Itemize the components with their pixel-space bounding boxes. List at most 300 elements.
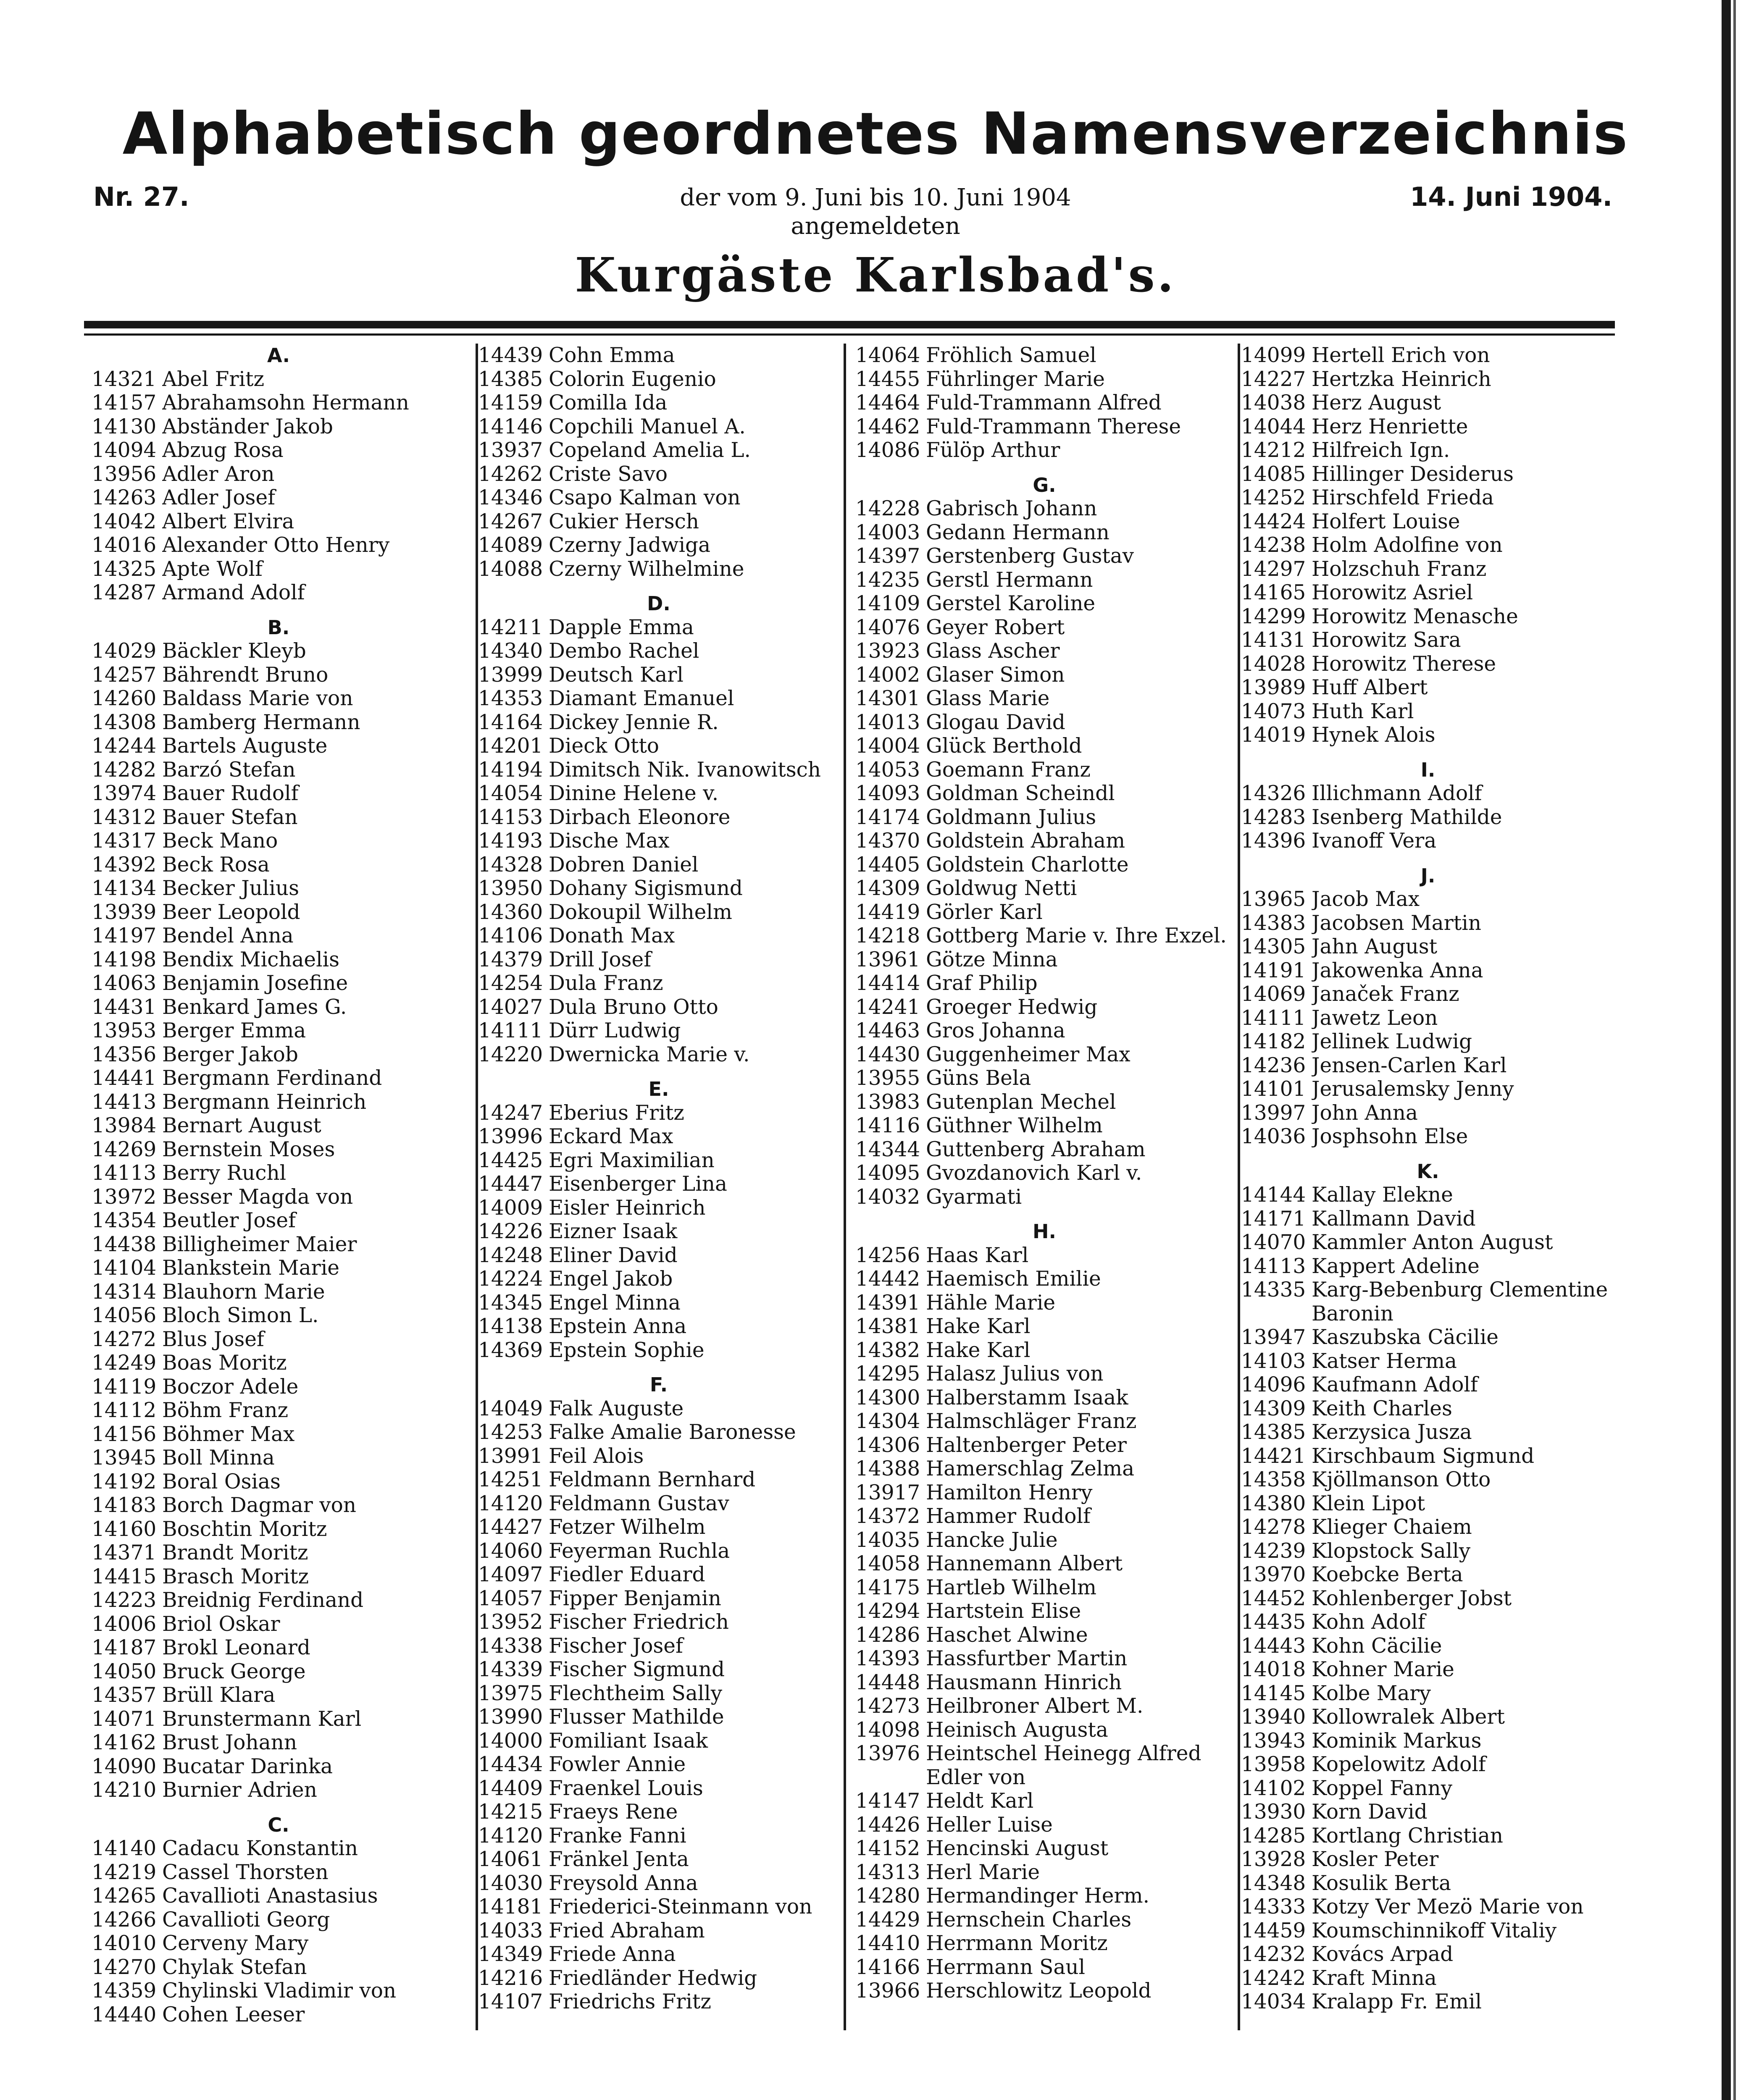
guest-name: Bernstein Moses <box>162 1137 335 1161</box>
guest-entry <box>92 995 465 1019</box>
guest-number: 13943 <box>1241 1729 1306 1753</box>
guest-name: Brunstermann Karl <box>162 1707 362 1731</box>
guest-number: 14359 <box>92 1979 157 2003</box>
guest-name: Jakowenka Anna <box>1312 958 1483 982</box>
guest-number: 14215 <box>478 1800 543 1824</box>
guest-number: 13997 <box>1241 1101 1306 1125</box>
guest-entry <box>855 806 1233 830</box>
guest-number: 14120 <box>478 1491 543 1515</box>
guest-name: Halberstamm Isaak <box>926 1386 1128 1410</box>
guest-entry <box>1241 806 1615 830</box>
guest-name: Benkard James G. <box>162 995 347 1019</box>
guest-number: 14424 <box>1241 509 1306 533</box>
guest-number: 14429 <box>855 1908 920 1932</box>
guest-name: Boas Moritz <box>162 1351 287 1375</box>
guest-number: 14130 <box>92 415 157 438</box>
guest-name: Cukier Hersch <box>549 509 699 533</box>
guest-number: 14057 <box>478 1586 543 1610</box>
guest-number: 14344 <box>855 1137 920 1161</box>
guest-entry <box>1241 415 1615 439</box>
guest-name: Horowitz Menasche <box>1312 604 1518 628</box>
guest-number: 14266 <box>92 1908 157 1932</box>
guest-number: 14004 <box>855 734 920 758</box>
guest-number: 14269 <box>92 1137 157 1161</box>
guest-entry <box>855 344 1233 368</box>
guest-name: Beck Mano <box>162 829 278 853</box>
guest-name: Kosulik Berta <box>1312 1871 1451 1895</box>
guest-name: Graf Philip <box>926 971 1038 995</box>
guest-number: 14253 <box>478 1420 543 1444</box>
guest-entry <box>855 1861 1233 1885</box>
guest-entry <box>92 663 465 687</box>
guest-entry <box>1241 1966 1615 1990</box>
guest-name: Gerstel Karoline <box>926 592 1096 615</box>
guest-entry <box>478 1315 839 1339</box>
guest-number: 14104 <box>92 1256 157 1280</box>
guest-name: Hake Karl <box>926 1338 1031 1362</box>
guest-number: 13945 <box>92 1446 157 1470</box>
guest-entry <box>855 758 1233 782</box>
guest-name: Becker Julius <box>162 877 300 900</box>
guest-number: 14447 <box>478 1172 543 1196</box>
guest-entry <box>92 1541 465 1565</box>
guest-name: Fuld-Trammann Therese <box>926 415 1181 438</box>
guest-number: 14360 <box>478 900 543 924</box>
guest-number: 14335 <box>1241 1278 1306 1302</box>
guest-number: 14073 <box>1241 699 1306 723</box>
guest-name: Gedann Hermann <box>926 520 1109 544</box>
guest-name: Cerveny Mary <box>162 1932 309 1955</box>
guest-name: Goldstein Abraham <box>926 829 1125 853</box>
guest-entry <box>92 1019 465 1043</box>
guest-name: Hake Karl <box>926 1315 1031 1338</box>
guest-number: 13953 <box>92 1019 157 1042</box>
guest-name: Czerny Jadwiga <box>549 533 710 557</box>
guest-name: Gabrisch Johann <box>926 497 1097 520</box>
guest-entry <box>478 438 839 462</box>
guest-entry <box>92 1778 465 1802</box>
guest-name: Cohn Emma <box>549 344 675 367</box>
guest-name: Fipper Benjamin <box>549 1586 721 1610</box>
guest-entry <box>855 1742 1233 1766</box>
guest-entry <box>478 415 839 439</box>
guest-entry <box>92 1043 465 1067</box>
guest-name: Boll Minna <box>162 1446 275 1470</box>
guest-name: Holfert Louise <box>1312 509 1460 533</box>
guest-name: Dembo Rachel <box>549 639 699 663</box>
guest-entry <box>855 1837 1233 1861</box>
guest-name: Karg-Bebenburg Clementine <box>1312 1278 1608 1302</box>
guest-entry <box>92 948 465 972</box>
guest-number: 13955 <box>855 1066 920 1090</box>
guest-number: 14299 <box>1241 604 1306 628</box>
guest-number: 14058 <box>855 1552 920 1575</box>
guest-number: 14419 <box>855 900 920 924</box>
guest-number: 14193 <box>478 829 543 853</box>
guest-entry <box>855 1789 1233 1813</box>
guest-name: Jacobsen Martin <box>1312 911 1482 935</box>
guest-entry <box>855 1267 1233 1291</box>
guest-name: Dische Max <box>549 829 670 853</box>
guest-name: Kaszubska Cäcilie <box>1312 1326 1499 1349</box>
guest-entry <box>1241 1658 1615 1682</box>
guest-number: 13958 <box>1241 1753 1306 1776</box>
guest-entry <box>855 1457 1233 1481</box>
letter-heading: F. <box>649 1373 668 1396</box>
guest-entry <box>478 1444 839 1468</box>
guest-name: Brust Johann <box>162 1731 297 1754</box>
guest-name: Illichmann Adolf <box>1312 782 1482 805</box>
guest-number: 14379 <box>478 948 543 971</box>
guest-name: Bauer Rudolf <box>162 782 299 805</box>
guest-name: Blankstein Marie <box>162 1256 339 1280</box>
guest-entry <box>1241 1919 1615 1943</box>
guest-number: 14441 <box>92 1066 157 1090</box>
guest-entry <box>1241 1682 1615 1706</box>
guest-name: Kosler Peter <box>1312 1848 1439 1871</box>
guest-entry <box>92 1209 465 1233</box>
guest-entry <box>92 1908 465 1932</box>
name-column-1 <box>92 344 465 2030</box>
guest-entry <box>478 924 839 948</box>
guest-number: 13917 <box>855 1480 920 1504</box>
guest-number: 14006 <box>92 1612 157 1636</box>
guest-entry <box>855 971 1233 995</box>
guest-entry <box>1241 557 1615 581</box>
guest-name: Fischer Friedrich <box>549 1610 729 1634</box>
guest-number: 14030 <box>478 1871 543 1895</box>
guest-number: 14263 <box>92 486 157 509</box>
guest-number: 13974 <box>92 782 157 805</box>
guest-entry <box>92 1612 465 1636</box>
letter-heading: B. <box>267 616 290 639</box>
guest-entry <box>92 1280 465 1304</box>
guest-name: Beutler Josef <box>162 1209 296 1232</box>
guest-number: 14228 <box>855 497 920 520</box>
guest-name: Isenberg Mathilde <box>1312 805 1502 829</box>
guest-entry <box>478 1043 839 1067</box>
registration-period: der vom 9. Juni bis 10. Juni 1904 <box>680 184 1071 211</box>
guest-number: 14134 <box>92 877 157 900</box>
guest-entry <box>855 1339 1233 1362</box>
guest-number: 14002 <box>855 663 920 687</box>
guest-entry <box>478 1291 839 1315</box>
section-gap <box>478 581 839 592</box>
guest-number: 14147 <box>855 1789 920 1813</box>
section-gap <box>855 462 1233 473</box>
guest-number: 14049 <box>478 1396 543 1420</box>
guest-number: 13983 <box>855 1090 920 1114</box>
guest-entry <box>1241 1231 1615 1255</box>
guest-number: 14265 <box>92 1884 157 1908</box>
guest-entry <box>1241 1468 1615 1492</box>
guest-number: 14267 <box>478 509 543 533</box>
guest-entry <box>478 1824 839 1848</box>
guest-name: Holzschuh Franz <box>1312 557 1487 581</box>
guest-name: Kallmann David <box>1312 1207 1476 1231</box>
guest-name: Görler Karl <box>926 900 1043 924</box>
guest-entry <box>1241 1895 1615 1919</box>
guest-entry <box>92 1956 465 1979</box>
guest-entry <box>92 900 465 924</box>
guest-name: Bauer Stefan <box>162 805 298 829</box>
guest-entry <box>855 829 1233 853</box>
guest-number: 14111 <box>1241 1006 1306 1030</box>
guest-name: Dokoupil Wilhelm <box>549 900 732 924</box>
guest-name: Breidnig Ferdinand <box>162 1588 364 1612</box>
guest-number: 14159 <box>478 391 543 415</box>
guest-entry <box>92 1660 465 1684</box>
guest-number: 14287 <box>92 581 157 604</box>
guest-number: 14371 <box>92 1541 157 1564</box>
guest-entry <box>855 1090 1233 1114</box>
guest-entry <box>92 462 465 486</box>
guest-entry <box>855 711 1233 735</box>
guest-name: Kollowralek Albert <box>1312 1705 1505 1729</box>
guest-name: Borch Dagmar von <box>162 1494 357 1517</box>
guest-entry <box>478 971 839 995</box>
guest-number: 14455 <box>855 367 920 391</box>
guest-name: Brandt Moritz <box>162 1541 308 1564</box>
guest-number: 14116 <box>855 1114 920 1137</box>
guest-entry <box>855 853 1233 877</box>
guest-number: 13965 <box>1241 887 1306 911</box>
guest-entry <box>478 368 839 391</box>
guest-name: Dapple Emma <box>549 615 694 639</box>
guest-entry <box>478 533 839 557</box>
guest-name: Brokl Leonard <box>162 1636 310 1659</box>
guest-name: Güthner Wilhelm <box>926 1114 1103 1137</box>
guest-name: Albert Elvira <box>162 509 294 533</box>
guest-number: 14278 <box>1241 1515 1306 1539</box>
guest-name: Feldmann Gustav <box>549 1491 729 1515</box>
guest-name: Hassfurtber Martin <box>926 1647 1128 1670</box>
guest-entry <box>478 1610 839 1634</box>
letter-heading: H. <box>1033 1220 1056 1243</box>
guest-entry <box>855 616 1233 640</box>
guest-entry <box>92 639 465 663</box>
guest-number: 14295 <box>855 1362 920 1386</box>
guest-number: 14054 <box>478 782 543 805</box>
guest-name: Gyarmati <box>926 1185 1022 1209</box>
guest-entry <box>855 1291 1233 1315</box>
guest-number: 14028 <box>1241 652 1306 676</box>
guest-number: 14308 <box>92 710 157 734</box>
guest-name: Götze Minna <box>926 948 1058 971</box>
guest-name: Blus Josef <box>162 1327 264 1351</box>
section-gap <box>1241 747 1615 758</box>
guest-name: Haltenberger Peter <box>926 1433 1127 1457</box>
guest-number: 14093 <box>855 782 920 805</box>
guest-entry <box>92 1399 465 1423</box>
guest-entry <box>92 581 465 605</box>
guest-number: 14162 <box>92 1731 157 1754</box>
guest-entry <box>478 1658 839 1682</box>
guest-number: 14016 <box>92 533 157 557</box>
guest-entry <box>92 1837 465 1861</box>
guest-entry <box>92 1328 465 1352</box>
guest-entry <box>478 806 839 830</box>
guest-entry <box>855 1599 1233 1623</box>
registration-label: angemeldeten <box>791 213 960 240</box>
guest-name: Hilfreich Ign. <box>1312 438 1450 462</box>
guest-number: 14219 <box>92 1860 157 1884</box>
guest-name: Geyer Robert <box>926 615 1065 639</box>
guest-name: Engel Minna <box>549 1291 681 1315</box>
guest-name: Epstein Anna <box>549 1315 687 1338</box>
guest-number: 14033 <box>478 1919 543 1942</box>
guest-number: 14463 <box>855 1019 920 1042</box>
guest-entry <box>478 1705 839 1729</box>
section-gap <box>855 1209 1233 1220</box>
guest-entry <box>1241 1349 1615 1373</box>
guest-entry <box>855 415 1233 439</box>
guest-name: Hencinski August <box>926 1837 1109 1860</box>
guest-name: Abrahamsohn Hermann <box>162 391 409 415</box>
guest-number: 14197 <box>92 924 157 948</box>
guest-name: Hartstein Elise <box>926 1599 1081 1623</box>
guest-entry <box>92 1731 465 1755</box>
guest-number: 14242 <box>1241 1966 1306 1990</box>
guest-entry <box>478 1587 839 1611</box>
guest-entry <box>478 1172 839 1196</box>
guest-number: 14439 <box>478 344 543 367</box>
guest-number: 14138 <box>478 1315 543 1338</box>
guest-number: 14385 <box>1241 1420 1306 1444</box>
guest-number: 14285 <box>1241 1824 1306 1848</box>
guest-entry <box>478 510 839 534</box>
guest-name: Kohner Marie <box>1312 1658 1454 1681</box>
guest-number: 14218 <box>855 924 920 948</box>
guest-name: Cohen Leeser <box>162 2003 305 2026</box>
guest-entry <box>92 2003 465 2027</box>
guest-name: Bruck George <box>162 1659 306 1683</box>
guest-entry <box>92 1683 465 1707</box>
guest-name: Berger Emma <box>162 1019 306 1042</box>
guest-name: Dieck Otto <box>549 734 660 758</box>
guest-number: 13989 <box>1241 676 1306 699</box>
guest-name: Eckard Max <box>549 1125 673 1148</box>
guest-entry <box>1241 1610 1615 1634</box>
guest-entry <box>478 1800 839 1824</box>
guest-name: Adler Josef <box>162 486 276 509</box>
guest-number: 13937 <box>478 438 543 462</box>
guest-name: Berry Ruchl <box>162 1161 287 1185</box>
guest-entry <box>92 1979 465 2003</box>
guest-entry <box>478 995 839 1019</box>
issue-number: Nr. 27. <box>93 181 189 212</box>
guest-number: 14304 <box>855 1410 920 1433</box>
guest-entry <box>478 462 839 486</box>
guest-number: 14459 <box>1241 1919 1306 1942</box>
guest-entry <box>1241 1753 1615 1777</box>
guest-name: Kohn Cäcilie <box>1312 1634 1442 1658</box>
guest-number: 14239 <box>1241 1539 1306 1563</box>
letter-heading: E. <box>648 1078 669 1100</box>
guest-entry <box>855 1813 1233 1837</box>
guest-entry <box>92 1114 465 1138</box>
guest-number: 14034 <box>1241 1990 1306 2013</box>
guest-entry <box>1241 959 1615 983</box>
guest-name: Eizner Isaak <box>549 1220 678 1243</box>
guest-name: Briol Oskar <box>162 1612 280 1636</box>
guest-entry <box>92 734 465 758</box>
guest-entry <box>855 1043 1233 1067</box>
guest-name: Colorin Eugenio <box>549 367 716 391</box>
section-gap <box>478 1066 839 1077</box>
guest-name: Cadacu Konstantin <box>162 1837 358 1860</box>
guest-entry <box>1241 1990 1615 2014</box>
guest-entry <box>1241 652 1615 676</box>
guest-entry <box>1241 1872 1615 1895</box>
guest-number: 14326 <box>1241 782 1306 805</box>
guest-entry <box>855 1315 1233 1339</box>
guest-name: Heilbroner Albert M. <box>926 1694 1144 1718</box>
guest-entry <box>478 948 839 972</box>
guest-entry <box>92 486 465 510</box>
guest-name: Böhmer Max <box>162 1422 295 1446</box>
guest-entry <box>1241 510 1615 534</box>
guest-name: Abständer Jakob <box>162 415 333 438</box>
guest-number: 14421 <box>1241 1444 1306 1468</box>
guest-number: 14256 <box>855 1243 920 1267</box>
guest-number: 14227 <box>1241 367 1306 391</box>
guest-number: 14382 <box>855 1338 920 1362</box>
guest-entry <box>478 1919 839 1943</box>
guest-number: 14000 <box>478 1729 543 1753</box>
guest-entry <box>1241 1054 1615 1078</box>
guest-number: 14145 <box>1241 1681 1306 1705</box>
guest-name: Dimitsch Nik. Ivanowitsch <box>549 758 821 782</box>
guest-number: 14042 <box>92 509 157 533</box>
guest-name: Kaufmann Adolf <box>1312 1373 1478 1396</box>
guest-entry <box>92 1517 465 1541</box>
guest-number: 14094 <box>92 438 157 462</box>
guest-name: Bernart August <box>162 1114 321 1137</box>
guest-entry <box>855 1433 1233 1457</box>
guest-number: 14248 <box>478 1243 543 1267</box>
page-edge-border <box>1722 0 1731 2100</box>
guest-number: 14210 <box>92 1778 157 1802</box>
guest-name: Fuld-Trammann Alfred <box>926 391 1162 415</box>
guest-number: 14098 <box>855 1718 920 1742</box>
guest-entry <box>1241 1515 1615 1539</box>
guest-number: 14452 <box>1241 1586 1306 1610</box>
guest-number: 14249 <box>92 1351 157 1375</box>
guest-name: Kallay Elekne <box>1312 1183 1453 1207</box>
guest-name: Brüll Klara <box>162 1683 276 1707</box>
guest-name: Blauhorn Marie <box>162 1280 325 1304</box>
guest-number: 14113 <box>92 1161 157 1185</box>
guest-name: Bendix Michaelis <box>162 948 340 971</box>
guest-name: Gerstenberg Gustav <box>926 544 1134 568</box>
guest-entry <box>1241 486 1615 510</box>
guest-name: Hancke Julie <box>926 1528 1058 1552</box>
guest-entry <box>92 438 465 462</box>
guest-entry <box>855 438 1233 462</box>
guest-number: 14152 <box>855 1837 920 1860</box>
guest-name: Hertzka Heinrich <box>1312 367 1491 391</box>
guest-name: Goldwug Netti <box>926 877 1077 900</box>
guest-name: Horowitz Asriel <box>1312 581 1473 604</box>
section-gap <box>478 1362 839 1373</box>
guest-number: 14153 <box>478 805 543 829</box>
guest-number: 14220 <box>478 1042 543 1066</box>
guest-number: 14405 <box>855 853 920 877</box>
guest-number: 13976 <box>855 1742 920 1765</box>
guest-name: Brasch Moritz <box>162 1564 309 1588</box>
guest-entry <box>92 1636 465 1660</box>
